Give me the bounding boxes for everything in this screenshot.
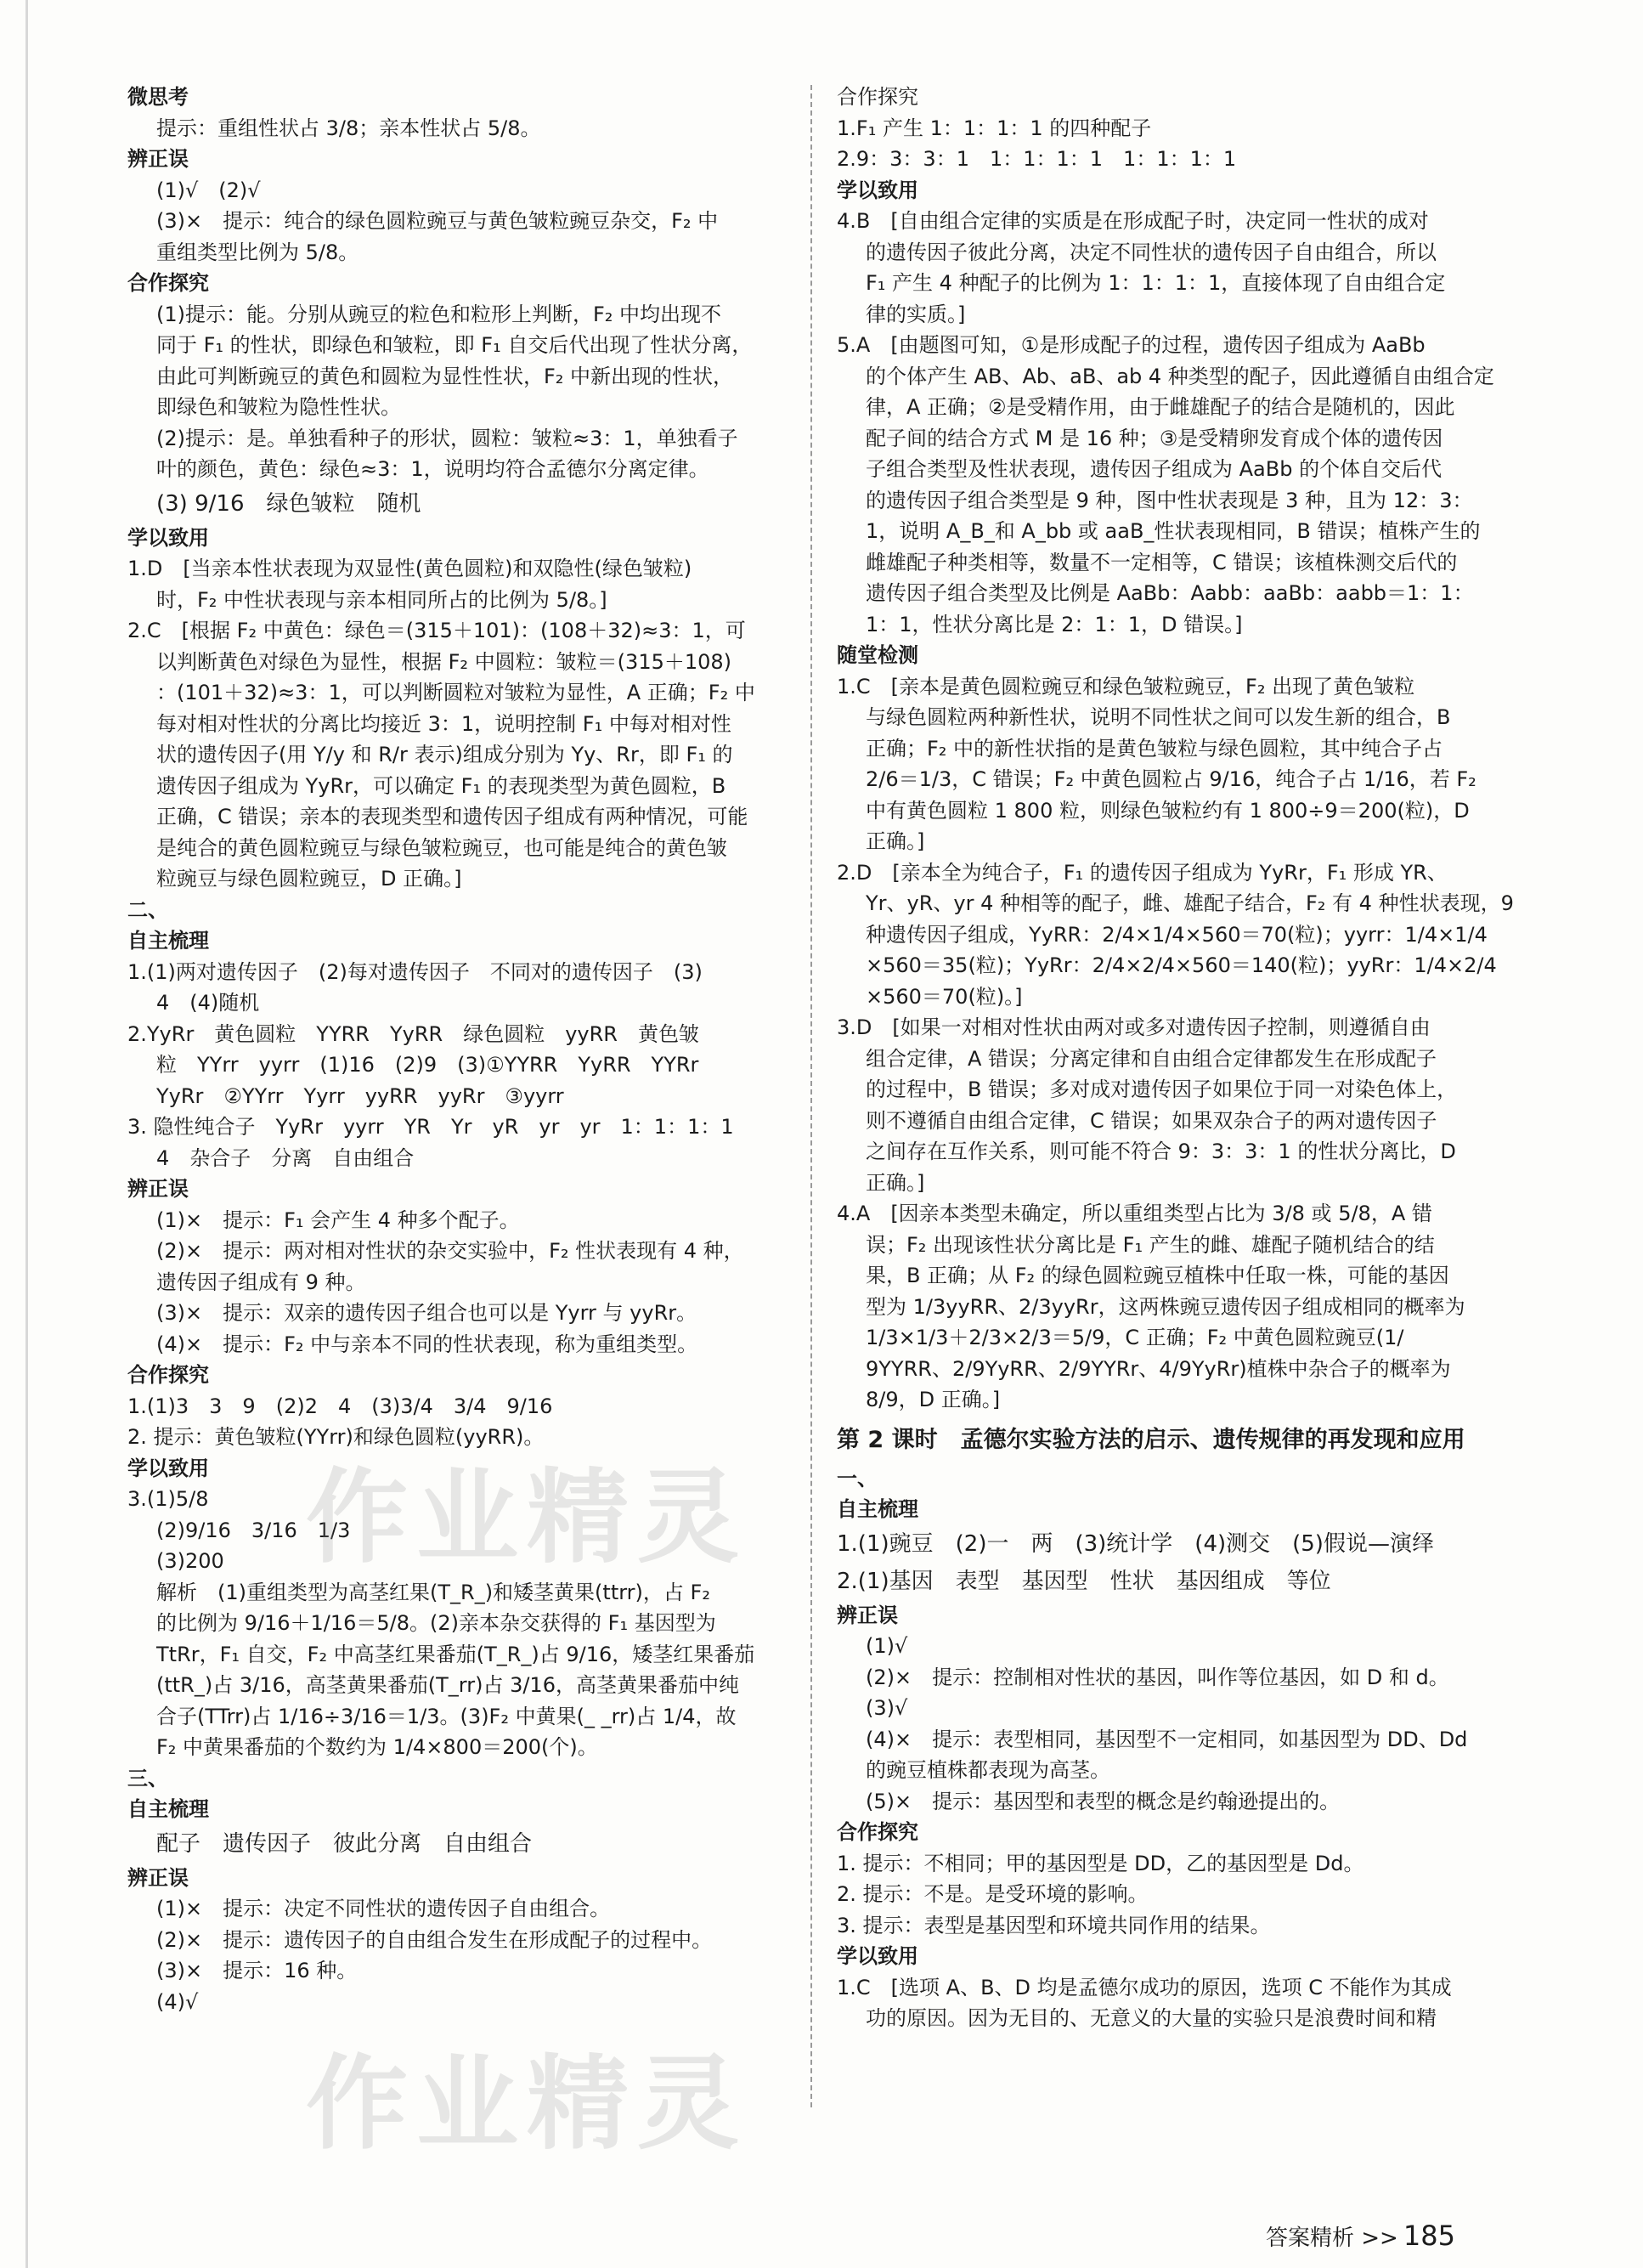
text-line: (2)× 提示：控制相对性状的基因，叫作等位基因，如 D 和 d。 [866,1665,1449,1689]
text-line: 2.(1)基因 表型 基因型 性状 基因组成 等位 [837,1568,1331,1594]
section-heading: 自主梳理 [127,1797,209,1821]
section-heading: 随堂检测 [837,643,918,667]
text-line: (3)× 提示：16 种。 [156,1959,358,1982]
text-line: 5.A [由题图可知，①是形成配子的过程，遗传因子组成为 AaBb [837,333,1426,357]
text-line: F₂ 中黄果番茄的个数约为 1/4×800＝200(个)。 [156,1735,598,1759]
text-line: Yr、yR、yr 4 种相等的配子，雌、雄配子结合，F₂ 有 4 种性状表现，9 [866,891,1514,915]
right-column [837,82,1516,2034]
text-line: 的遗传因子组合类型是 9 种，图中性状表现是 3 种，且为 12：3： [866,488,1473,512]
text-line: (3)√ [866,1696,908,1720]
text-line: 正确。] [866,829,925,853]
text-line: 的豌豆植株都表现为高茎。 [866,1758,1110,1782]
text-line: 1.(1)两对遗传因子 (2)每对遗传因子 不同对的遗传因子 (3) [127,959,703,984]
text-line: 1：1，性状分离比是 2：1：1，D 错误。] [866,612,1243,636]
text-line: (2)× 提示：两对相对性状的杂交实验中，F₂ 性状表现有 4 种， [156,1239,744,1263]
text-line: 4 杂合子 分离 自由组合 [156,1145,415,1170]
text-line: 1. 提示：不相同；甲的基因型是 DD，乙的基因型是 Dd。 [837,1851,1364,1875]
text-line: 粒豌豆与绿色圆粒豌豆，D 正确。] [156,867,462,891]
text-line: 1.C [选项 A、B、D 均是孟德尔成功的原因，选项 C 不能作为其成 [837,1975,1452,1999]
binding-margin-rule [25,0,28,2268]
text-line: 1/3×1/3＋2/3×2/3＝5/9，C 正确；F₂ 中黄色圆粒豌豆(1/ [866,1326,1404,1349]
text-line: 3.(1)5/8 [127,1487,209,1511]
text-line: 4.B [自由组合定律的实质是在形成配子时，决定同一性状的成对 [837,209,1429,233]
text-line: 合子(TTrr)占 1/16÷3/16＝1/3。(3)F₂ 中黄果(_ _rr)占 1/4，故 [156,1704,737,1728]
left-column [127,82,790,2017]
text-line: 2/6＝1/3，C 错误；F₂ 中黄色圆粒占 9/16，纯合子占 1/16，若 F₂ [866,767,1476,791]
section-heading: 自主梳理 [837,1497,918,1521]
text-line: 2.C [根据 F₂ 中黄色：绿色＝(315＋101)：(108＋32)≈3：1，可 [127,619,746,642]
page-footer [1266,2220,1455,2252]
text-line: 遗传因子组成为 YyRr，可以确定 F₁ 的表现类型为黄色圆粒，B [156,773,726,798]
section-heading: 合作探究 [837,1820,918,1844]
watermark: 作业精灵 [306,2045,748,2163]
text-line: 误；F₂ 出现该性状分离比是 F₁ 产生的雌、雄配子随机结合的结 [866,1232,1435,1257]
section-heading: 合作探究 [127,1363,209,1387]
text-line: 提示：重组性状占 3/8；亲本性状占 5/8。 [156,116,541,140]
text-line: (4)× 提示：表型相同，基因型不一定相同，如基因型为 DD、Dd [866,1727,1468,1751]
watermark: 作业精灵 [306,1459,748,1577]
section-heading: 辨正误 [127,147,189,171]
text-line: 即绿色和皱粒为隐性性状。 [156,395,401,419]
text-line: 律的实质。] [866,302,966,326]
text-line: YyRr ②YYrr Yyrr yyRR yyRr ③yyrr [156,1083,564,1108]
text-line: (2)提示：是。单独看种子的形状，圆粒：皱粒≈3：1，单独看子 [156,426,738,450]
text-line: (5)× 提示：基因型和表型的概念是约翰逊提出的。 [866,1789,1341,1813]
text-line: (2)9/16 3/16 1/3 [156,1518,351,1542]
text-line: (4)√ [156,1989,199,2014]
section-heading: 三、 [127,1766,168,1790]
section-heading: 合作探究 [127,271,209,295]
section-heading: 学以致用 [837,1944,918,1968]
text-line: 粒 YYrr yyrr (1)16 (2)9 (3)①YYRR YyRR YYRr [156,1053,699,1077]
section-heading: 学以致用 [127,1456,209,1480]
text-line: 2.D [亲本全为纯合子，F₁ 的遗传因子组成为 YyRr，F₁ 形成 YR、 [837,860,1448,885]
text-line: 配子间的结合方式 M 是 16 种；③是受精卵发育成个体的遗传因 [866,426,1443,450]
text-line: 的个体产生 AB、Ab、aB、ab 4 种类型的配子，因此遵循自由组合定 [866,364,1494,388]
text-line: 果，B 正确；从 F₂ 的绿色圆粒豌豆植株中任取一株，可能的基因 [866,1264,1449,1287]
text-line: (3)200 [156,1549,224,1573]
text-line: 2.YyRr 黄色圆粒 YYRR YyRR 绿色圆粒 yyRR 黄色皱 [127,1021,699,1046]
text-line: (1)√ [866,1634,908,1658]
text-line: 3. 提示：表型是基因型和环境共同作用的结果。 [837,1913,1271,1937]
section-heading: 辨正误 [127,1865,189,1890]
text-line: 4 (4)随机 [156,991,260,1015]
text-line: 2.9：3：3：1 1：1：1：1 1：1：1：1 [837,147,1237,171]
section-heading: 微思考 [127,85,189,109]
text-line: 的比例为 9/16＋1/16＝5/8。(2)亲本杂交获得的 F₁ 基因型为 [156,1611,716,1635]
text-line: (1)提示：能。分别从豌豆的粒色和粒形上判断，F₂ 中均出现不 [156,302,722,326]
text-line: (3)× 提示：双亲的遗传因子组合也可以是 Yyrr 与 yyRr。 [156,1301,697,1325]
section-heading: 自主梳理 [127,929,209,953]
text-line: (1)× 提示：F₁ 会产生 4 种多个配子。 [156,1208,520,1232]
text-line: 解析 (1)重组类型为高茎红果(T_R_)和矮茎黄果(ttrr)，占 F₂ [156,1580,710,1604]
section-heading: 学以致用 [837,178,918,202]
text-line: 叶的颜色，黄色：绿色≈3：1，说明均符合孟德尔分离定律。 [156,457,709,481]
text-line: (1)√ (2)√ [156,178,261,202]
text-line: 正确；F₂ 中的新性状指的是黄色皱粒与绿色圆粒，其中纯合子占 [866,736,1443,761]
text-line: 重组类型比例为 5/8。 [156,240,359,264]
text-line: 2. 提示：不是。是受环境的影响。 [837,1882,1149,1906]
column-divider [810,85,812,2107]
text-line: 每对相对性状的分离比均接近 3：1，说明控制 F₁ 中每对相对性 [156,711,731,736]
text-line: 9YYRR、2/9YyRR、2/9YYRr、4/9YyRr)植株中杂合子的概率为 [866,1356,1451,1381]
text-line: 3. 隐性纯合子 YyRr yyrr YR Yr yR yr yr 1：1：1：1 [127,1115,734,1139]
page-number: 185 [1403,2220,1455,2252]
text-line: (1)× 提示：决定不同性状的遗传因子自由组合。 [156,1897,611,1920]
text-line: 3.D [如果一对相对性状由两对或多对遗传因子控制，则遵循自由 [837,1015,1431,1039]
text-line: (ttR_)占 3/16，高茎黄果番茄(T_rr)占 3/16，高茎黄果番茄中纯 [156,1673,739,1697]
text-line: 时，F₂ 中性状表现与亲本相同所占的比例为 5/8。] [156,587,607,612]
section-heading: 辨正误 [837,1603,898,1627]
text-line: 1，说明 A_B_和 A_bb 或 aaB_性状表现相同，B 错误；植株产生的 [866,519,1481,543]
text-line: (4)× 提示：F₂ 中与亲本不同的性状表现，称为重组类型。 [156,1332,698,1356]
text-line: 8/9，D 正确。] [866,1388,1001,1411]
text-line: 子组合类型及性状表现，遗传因子组成为 AaBb 的个体自交后代 [866,457,1443,481]
text-line: 种遗传因子组成，YyRR：2/4×1/4×560＝70(粒)；yyrr：1/4×1/4 [866,922,1488,947]
text-line: 合作探究 [837,85,918,109]
text-line: 中有黄色圆粒 1 800 粒，则绿色皱粒约有 1 800÷9＝200(粒)，D [866,798,1470,823]
text-line: 遗传因子组合类型及比例是 AaBb：Aabb：aaBb：aabb＝1：1： [866,581,1474,605]
text-line: 是纯合的黄色圆粒豌豆与绿色皱粒豌豆，也可能是纯合的黄色皱 [156,835,727,860]
text-line: 1.(1)豌豆 (2)一 两 (3)统计学 (4)测交 (5)假说—演绎 [837,1530,1434,1557]
footer-label: 答案精析 >> [1266,2226,1398,2251]
text-line: 遗传因子组成有 9 种。 [156,1270,366,1294]
section-heading: 一、 [837,1466,878,1490]
section-heading: 二、 [127,897,168,922]
text-line: 1.F₁ 产生 1：1：1：1 的四种配子 [837,116,1152,140]
text-line: 则不遵循自由组合定律，C 错误；如果双杂合子的两对遗传因子 [866,1108,1437,1133]
text-line: 雌雄配子种类相等，数量不一定相等，C 错误；该植株测交后代的 [866,550,1458,574]
text-line: (2)× 提示：遗传因子的自由组合发生在形成配子的过程中。 [156,1927,713,1952]
section-heading: 学以致用 [127,525,209,550]
text-line: 1.C [亲本是黄色圆粒豌豆和绿色皱粒豌豆，F₂ 出现了黄色皱粒 [837,674,1415,698]
text-line: 正确，C 错误；亲本的表现类型和遗传因子组成有两种情况，可能 [156,805,748,829]
text-line: 1.D [当亲本性状表现为双显性(黄色圆粒)和双隐性(绿色皱粒) [127,557,692,580]
text-line: 同于 F₁ 的性状，即绿色和皱粒，即 F₁ 自交后代出现了性状分离， [156,333,753,357]
text-line: 之间存在互作关系，则可能不符合 9：3：3：1 的性状分离比，D [866,1140,1456,1163]
text-line: F₁ 产生 4 种配子的比例为 1：1：1：1，直接体现了自由组合定 [866,271,1446,295]
text-line: 第 2 课时 孟德尔实验方法的启示、遗传规律的再发现和应用 [837,1426,1465,1453]
text-line: 的遗传因子彼此分离，决定不同性状的遗传因子自由组合，所以 [866,240,1437,264]
text-line: 2. 提示：黄色皱粒(YYrr)和绿色圆粒(yyRR)。 [127,1425,545,1449]
text-line: 的过程中，B 错误；多对成对遗传因子如果位于同一对染色体上， [866,1077,1458,1101]
text-line: 由此可判断豌豆的黄色和圆粒为显性性状，F₂ 中新出现的性状， [156,364,734,388]
text-line: 4.A [因亲本类型未确定，所以重组类型占比为 3/8 或 5/8，A 错 [837,1202,1432,1225]
text-line: 功的原因。因为无目的、无意义的大量的实验只是浪费时间和精 [866,2006,1437,2030]
text-line: 状的遗传因子(用 Y/y 和 R/r 表示)组成分别为 Yy、Rr，即 F₁ 的 [156,743,733,766]
text-line: TtRr，F₁ 自交，F₂ 中高茎红果番茄(T_R_)占 9/16，矮茎红果番茄 [156,1642,755,1666]
text-line: 正确。] [866,1170,925,1195]
text-line: (3) 9/16 绿色皱粒 随机 [156,490,421,517]
text-line: 律，A 正确；②是受精作用，由于雌雄配子的结合是随机的，因此 [866,395,1455,419]
text-line: ×560＝70(粒)。] [866,984,1023,1009]
text-line: 配子 遗传因子 彼此分离 自由组合 [156,1830,533,1857]
text-line: (3)× 提示：纯合的绿色圆粒豌豆与黄色皱粒豌豆杂交，F₂ 中 [156,209,719,233]
text-line: ×560＝35(粒)；YyRr：2/4×2/4×560＝140(粒)；yyRr：1/4×2/4 [866,953,1497,977]
text-line: 组合定律，A 错误；分离定律和自由组合定律都发生在形成配子 [866,1046,1437,1071]
text-line: 与绿色圆粒两种新性状，说明不同性状之间可以发生新的组合，B [866,705,1451,729]
section-heading: 辨正误 [127,1177,189,1201]
text-line: ：(101＋32)≈3：1，可以判断圆粒对皱粒为显性，A 正确；F₂ 中 [156,681,755,704]
text-line: 1.(1)3 3 9 (2)2 4 (3)3/4 3/4 9/16 [127,1394,553,1418]
text-line: 型为 1/3yyRR、2/3yyRr，这两株豌豆遗传因子组成相同的概率为 [866,1294,1465,1319]
text-line: 以判断黄色对绿色为显性，根据 F₂ 中圆粒：皱粒＝(315＋108) [156,649,732,674]
